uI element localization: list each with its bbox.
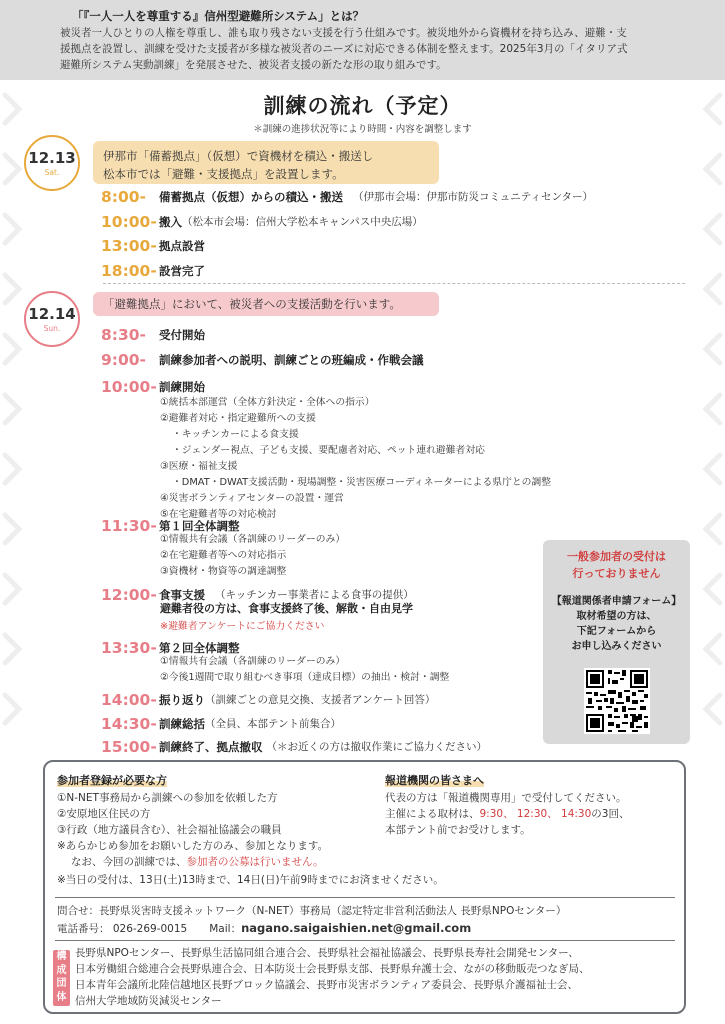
members-label: 構成団体 (53, 950, 70, 1006)
notice-line: 一般参加者の受付は (567, 550, 666, 563)
schedule-time: 14:00- (101, 690, 157, 709)
detail-line: ③医療・福祉支援 (160, 461, 238, 472)
registration-deadline: ※当日の受付は、13日(土)13時まで、14日(日)午前9時までにお済ませください。 (57, 874, 444, 886)
detail-line: ③資機材・物資等の調達調整 (160, 566, 287, 577)
detail-line: ・キッチンカーによる食支援 (172, 429, 299, 440)
press-form-panel (543, 540, 690, 744)
page-note: ＊訓練の進捗状況等により時間・内容を調整します (253, 124, 472, 135)
contact-line (57, 920, 471, 938)
schedule-heading: 受付開始 (159, 327, 205, 342)
registration-item: ③行政（地方議員含む）、社会福祉協議会の職員 (57, 824, 282, 836)
day2-schedule-row (101, 376, 215, 396)
intro-line: 被災者一人ひとりの人権を尊重し、誰も取り残さない支援を行う仕組みです。被災地外から資機材を持ち込み、避難・支 (60, 27, 627, 39)
day1-schedule-row (101, 186, 593, 206)
members-line: 日本青年会議所北陸信越地区長野ブロック協議会、長野市災害ボランティア委員会、長野県介護福祉士会、 (75, 979, 578, 991)
schedule-detail: （訓練ごとの意見交換、支援者アンケート回答） (205, 694, 436, 706)
day1-date: 12.13 (28, 149, 76, 167)
schedule-heading: 訓練終了、拠点撤収 (159, 739, 263, 754)
day2-callout: 「避難拠点」において、被災者への支援活動を行います。 (93, 292, 439, 316)
day2-schedule-row (101, 713, 341, 733)
schedule-heading: 訓練総括 (159, 716, 205, 731)
day1-schedule-row (101, 211, 423, 231)
day2-date: 12.14 (28, 305, 76, 323)
registration-title: 参加者登録が必要な方 (57, 774, 167, 787)
schedule-heading: 第１回全体調整 (159, 518, 240, 533)
schedule-heading: 拠点設営 (159, 238, 205, 253)
schedule-detail: （全員、本部テント前集合） (205, 718, 341, 730)
notice-line: 行っておりません (572, 567, 661, 580)
detail-line: ②在宅避難者等への対応指示 (160, 550, 287, 561)
schedule-heading: 振り返り (159, 692, 205, 707)
schedule-detail: （＊お近くの方は撤収作業にご協力ください） (266, 741, 487, 753)
day2-schedule-row (101, 349, 434, 369)
form-line: お申し込みください (571, 641, 662, 652)
form-line: 下記フォームから (576, 626, 657, 637)
press-times: 9:30、 12:30、 14:30 (479, 808, 592, 820)
schedule-heading: 設営完了 (159, 263, 205, 278)
day2-date-badge (24, 291, 80, 347)
detail-line: ⑤在宅避難者等の対応検討 (160, 509, 277, 520)
schedule-detail: （キッチンカー事業者による食事の提供） (215, 589, 414, 601)
schedule-heading: 搬入 (159, 214, 182, 229)
day2-weekday: Sun. (43, 324, 61, 333)
press-form-text (543, 594, 690, 654)
registration-public-note (71, 854, 324, 871)
schedule-time: 11:30- (101, 516, 157, 535)
detail-line: ②避難者対応・指定避難所への支援 (160, 413, 316, 424)
day1-callout-line: 伊那市「備蓄拠点」（仮想）で資機材を積込・搬送し (103, 149, 374, 163)
detail-line: ④災害ボランティアセンターの設置・運営 (160, 493, 344, 504)
detail-line: ・DMAT・DWAT支援活動・現場調整・災害医療コーディネーターによる県庁との調整 (172, 477, 552, 488)
members-line: 長野県NPOセンター、長野県生活協同組合連合会、長野県社会福祉協議会、長野県長寿社会開発センター、 (75, 947, 579, 959)
day-separator (103, 283, 685, 284)
day1-weekday: Sat. (44, 168, 60, 177)
form-line: 取材希望の方は、 (576, 611, 657, 622)
intro-title: 「『一人一人を尊重する』信州型避難所システム」とは？ (72, 9, 365, 23)
public-note-prefix: なお、今回の訓練では、 (71, 856, 187, 868)
day2-schedule-row (101, 689, 435, 709)
schedule-heading: 訓練参加者への説明、訓練ごとの班編成・作戦会議 (159, 352, 424, 367)
schedule-detail: （松本市会場：信州大学松本キャンパス中央広場） (182, 216, 423, 228)
no-public-notice (543, 548, 690, 582)
schedule-heading: 食事支援 (159, 587, 205, 602)
day1-schedule-row (101, 260, 215, 280)
schedule-time: 14:30- (101, 714, 157, 733)
schedule-time: 12:00- (101, 585, 157, 604)
registration-item: ①N-NET事務局から訓練への参加を依頼した方 (57, 792, 278, 804)
detail-line: 避難者役の方は、食事支援終了後、解散・自由見学 (160, 602, 413, 615)
press-title: 報道機関の皆さまへ (385, 774, 484, 787)
day1-date-badge (24, 135, 80, 191)
registration-item: ※あらかじめ参加をお願いした方のみ、参加となります。 (57, 840, 329, 852)
divider (55, 897, 675, 898)
press-line: 本部テント前でお受けします。 (385, 824, 531, 836)
intro-line: 援拠点を設置し、訓練を受けた支援者が多様な被災者のニーズに対応できる体制を整えます。2025年3月の「イタリア式 (60, 43, 628, 55)
survey-note: ※避難者アンケートにご協力ください (160, 621, 325, 632)
press-line (385, 806, 629, 823)
detail-line: ①情報共有会議（各訓練のリーダーのみ） (160, 534, 346, 545)
schedule-time: 18:00- (101, 261, 157, 280)
schedule-heading: 備蓄拠点（仮想）からの積込・搬送 (159, 189, 343, 204)
schedule-time: 8:00- (101, 187, 146, 206)
schedule-time: 10:00- (101, 377, 157, 396)
registration-heading (57, 772, 167, 788)
day1-callout-line: 松本市では「避難・支援拠点」を設置します。 (103, 167, 344, 181)
contact-mail-label: Mail： (209, 923, 242, 935)
day1-schedule-row (101, 235, 215, 255)
members-line: 信州大学地域防災減災センター (75, 995, 222, 1007)
contact-inquiry: 問合せ：長野県災害時支援ネットワーク（N-NET）事務局（認定特定非営利活動法人 長野県NPOセンター） (57, 905, 567, 917)
day1-callout (93, 141, 439, 184)
schedule-time: 10:00- (101, 212, 157, 231)
press-line: 代表の方は「報道機関専用」で受付してください。 (385, 792, 627, 804)
press-line-suffix: の3回、 (591, 808, 630, 820)
detail-line: ・ジェンダー視点、子ども支援、要配慮者対応、ペット連れ避難者対応 (172, 445, 485, 456)
detail-line: ①情報共有会議（各訓練のリーダーのみ） (160, 656, 346, 667)
schedule-time: 9:00- (101, 350, 146, 369)
schedule-heading: 第２回全体調整 (159, 640, 240, 655)
info-box (43, 760, 686, 1014)
members-line: 日本労働組合総連合会長野県連合会、日本防災士会長野県支部、長野県弁護士会、ながの移動販売つなぎ局、 (75, 963, 590, 975)
detail-line: ①統括本部運営（全体方針決定・全体への指示） (160, 397, 375, 408)
page-title: 訓練の流れ（予定） (263, 94, 462, 118)
intro-line: 避難所システム実動訓練」を発展させた、被災者支援の新たな形の取り組みです。 (60, 59, 447, 71)
qr-code[interactable] (584, 668, 650, 734)
press-heading (385, 772, 484, 788)
schedule-time: 13:30- (101, 638, 157, 657)
detail-line: ②今後1週間で取り組むべき事項（達成目標）の抽出・検討・調整 (160, 672, 450, 683)
schedule-detail: （伊那市会場：伊那市防災コミュニティセンター） (353, 191, 594, 203)
schedule-time: 13:00- (101, 236, 157, 255)
day2-schedule-row (101, 324, 215, 344)
schedule-time: 15:00- (101, 737, 157, 756)
schedule-heading: 訓練開始 (159, 379, 205, 394)
registration-item: ②安原地区住民の方 (57, 808, 151, 820)
divider (55, 940, 675, 941)
contact-mail[interactable]: nagano.saigaishien.net@gmail.com (241, 921, 472, 935)
contact-phone[interactable]: 電話番号： 026-269-0015 (57, 923, 188, 935)
press-line-prefix: 主催による取材は、 (385, 808, 480, 820)
public-note-emphasis: 参加者の公募は行いません。 (186, 856, 324, 868)
day2-schedule-row (101, 736, 487, 756)
form-line: 【報道関係者申請フォーム】 (551, 596, 682, 607)
schedule-time: 8:30- (101, 325, 146, 344)
